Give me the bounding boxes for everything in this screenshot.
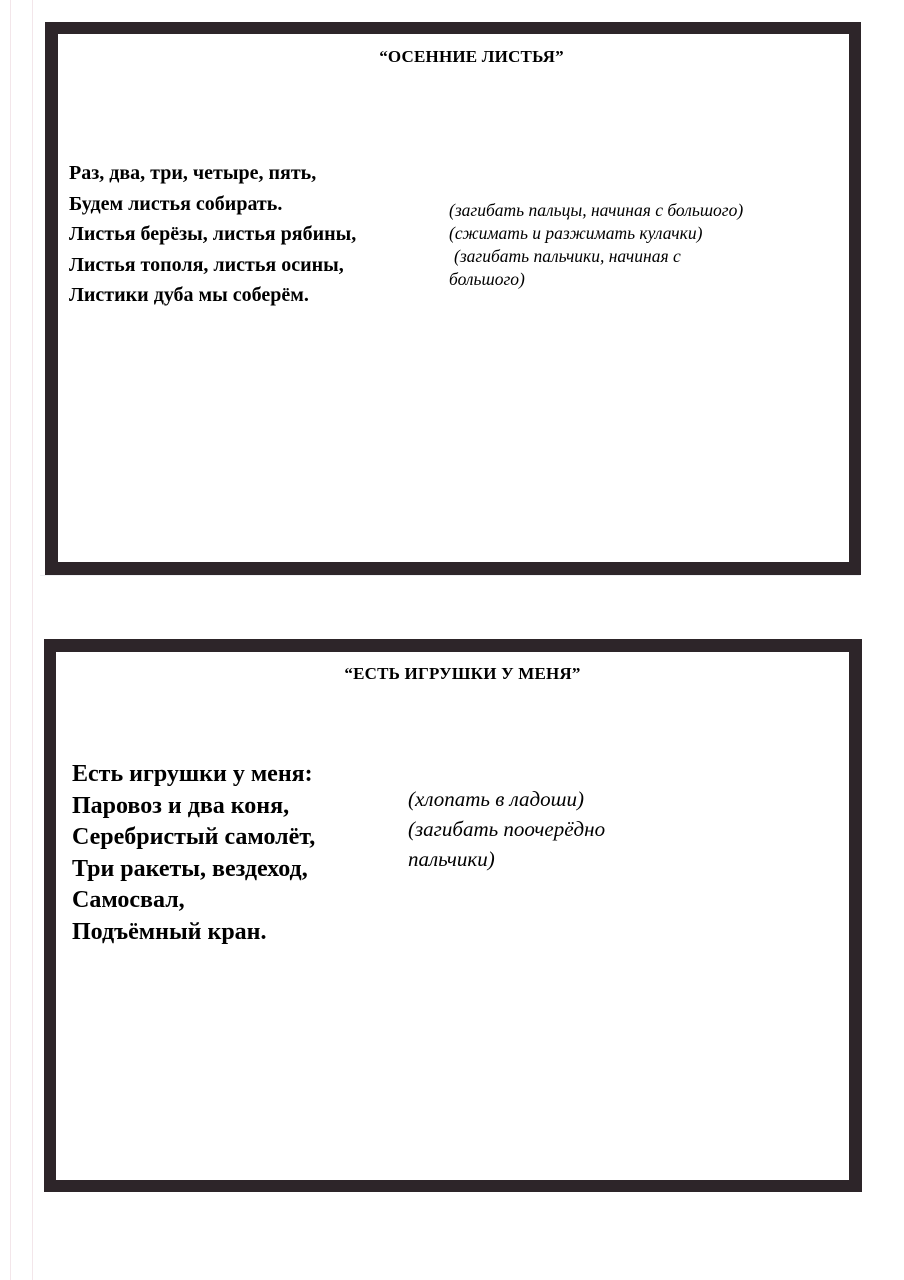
instruction-line: (загибать пальцы, начиная с большого)	[449, 200, 744, 220]
verse-line: Есть игрушки у меня:	[72, 761, 313, 787]
instruction-line: (загибать пальчики, начиная с	[454, 246, 681, 266]
instruction-line: большого)	[449, 269, 525, 289]
verse-line: Листья берёзы, листья рябины,	[69, 223, 357, 245]
card-title: “ЕСТЬ ИГРУШКИ У МЕНЯ”	[344, 664, 581, 683]
instruction-line: (сжимать и разжимать кулачки)	[449, 223, 703, 243]
verse-line: Серебристый самолёт,	[72, 824, 316, 850]
verse-line: Паровоз и два коня,	[72, 792, 290, 819]
instruction-line: (хлопать в ладоши)	[408, 787, 584, 811]
finger-game-card-autumn-leaves	[45, 22, 861, 575]
finger-game-card-toys	[44, 639, 862, 1192]
verse-line: Самосвал,	[72, 887, 185, 913]
poem-verse	[69, 158, 356, 311]
verse-line: Листья тополя, листья осины,	[69, 253, 344, 276]
scan-artifact-line	[40, 575, 860, 576]
verse-line: Три ракеты, вездеход,	[72, 855, 308, 882]
movement-instructions	[449, 199, 743, 291]
poem-verse	[72, 759, 315, 948]
verse-line: Листики дуба мы соберём.	[69, 284, 309, 306]
card-title: “ОСЕННИЕ ЛИСТЬЯ”	[379, 47, 564, 66]
verse-line: Подъёмный кран.	[72, 918, 267, 945]
instruction-line: (загибать поочерёдно	[408, 817, 606, 841]
scan-artifact-line	[32, 0, 33, 1280]
movement-instructions	[408, 784, 605, 874]
verse-line: Раз, два, три, четыре, пять,	[69, 162, 317, 184]
instruction-line: пальчики)	[408, 847, 495, 871]
scan-artifact-line	[10, 0, 11, 1280]
verse-line: Будем листья собирать.	[69, 192, 283, 215]
